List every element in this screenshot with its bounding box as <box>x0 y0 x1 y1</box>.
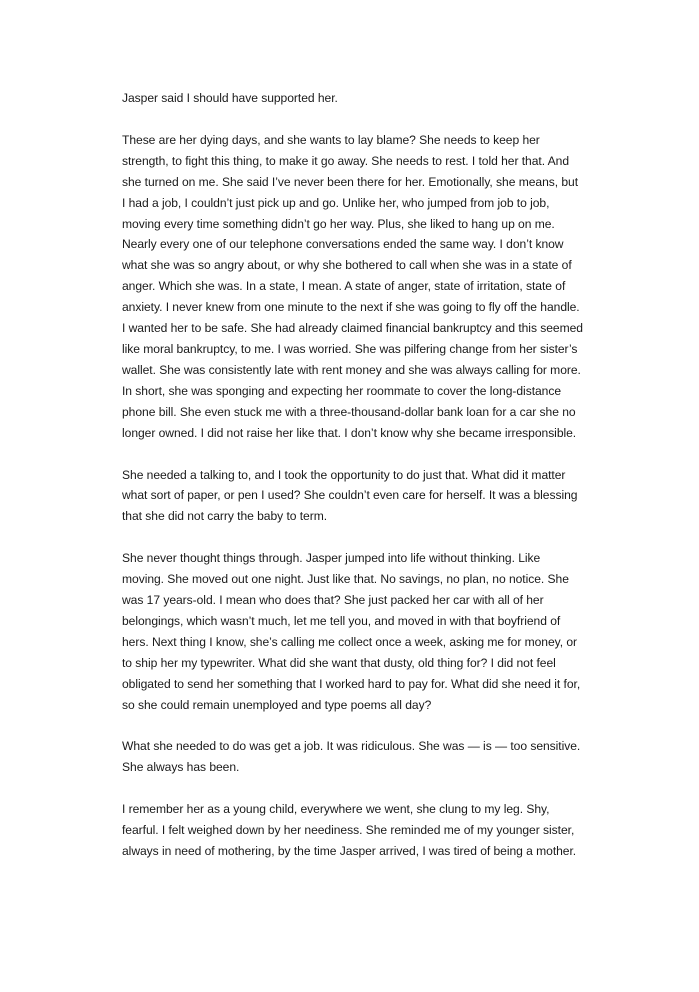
paragraph-1: Jasper said I should have supported her. <box>122 91 338 105</box>
document-body <box>122 88 584 883</box>
paragraph-6: I remember her as a young child, everywhere we went, she clung to my leg. Shy, fearful. I felt weighed down by her neediness. She reminded me of my younger sister, always in need of mothering, by the time Jasper arrived, I was tired of being a mother. <box>122 802 577 859</box>
paragraph-5: What she needed to do was get a job. It was ridiculous. She was — is — too sensitive. She always has been. <box>122 739 581 775</box>
paragraph-2: These are her dying days, and she wants to lay blame? She needs to keep her strength, to fight this thing, to make it go away. She needs to rest. I told her that. And she turned on me. She said I’ve never been there for her. Emotionally, she means, but I had a job, I couldn’t just pick up and go. Unlike her, who jumped from job to job, moving every time something didn’t go her way. Plus, she liked to hang up on me. Nearly every one of our telephone conversations ended the same way. I don’t know what she was so angry about, or why she bothered to call when she was in a state of anger. Which she was. In a state, I mean. A state of anger, state of irritation, state of anxiety. I never knew from one minute to the next if she was going to fly off the handle. I wanted her to be safe. She had already claimed financial bankruptcy and this seemed like moral bankruptcy, to me. I was worried. She was pilfering change from her sister’s wallet. She was consistently late with rent money and she was always calling for more. In short, she was sponging and expecting her roommate to cover the long-distance phone bill. She even stuck me with a three-thousand-dollar bank loan for a car she no longer owned. I did not raise her like that. I don’t know why she became irresponsible. <box>122 132 583 440</box>
paragraph-4: She never thought things through. Jasper jumped into life without thinking. Like moving. She moved out one night. Just like that. No savings, no plan, no notice. She was 17 years-old. I mean who does that? She just packed her car with all of her belongings, which wasn’t much, let me tell you, and moved in with that boyfriend of hers. Next thing I know, she’s calling me collect once a week, asking me for money, or to ship her my typewriter. What did she want that dusty, old thing for? I did not feel obligated to send her something that I worked hard to pay for. What did she need it for, so she could remain unemployed and type poems all day? <box>122 551 581 712</box>
paragraph-3: She needed a talking to, and I took the opportunity to do just that. What did it matter what sort of paper, or pen I used? She couldn’t even care for herself. It was a blessing that she did not carry the baby to term. <box>122 467 578 524</box>
